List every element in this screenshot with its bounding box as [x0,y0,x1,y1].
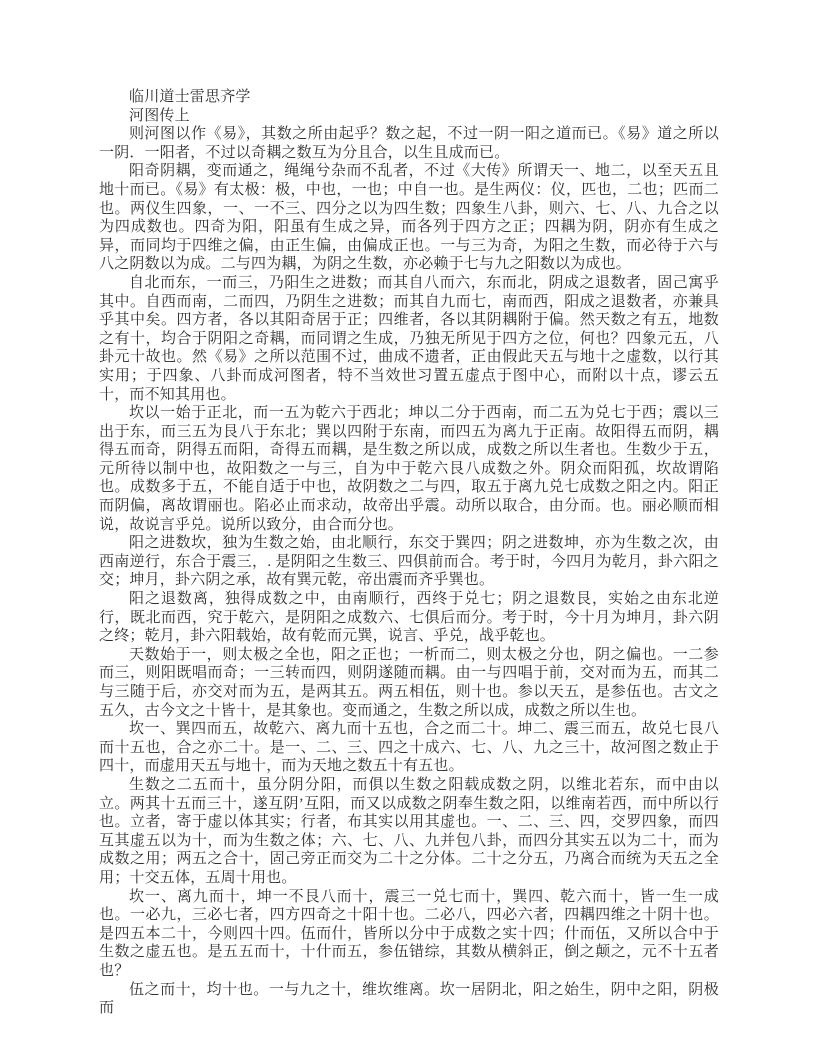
section-title: 河图传上 [129,107,190,124]
author-line: 临川道士雷思齐学 [129,89,251,105]
paragraph: 坎一、离九而十，坤一不艮八而十，震三一兑七而十，巽四、乾六而十，皆一生一成也。一必九，三必七者，四方四奇之十阳十也。二必八，四必六者，四耦四维之十阴十也。是四五本二十，今则四十四。伍而什，皆所以分中于成数之实十四；什而伍，又所以合中于生数之虚五也。是五五而十，十什而五，参伍错综，其数从横斜正，倒之颠之，元不十五者也？ [99,888,719,979]
paragraph: 阳之退数离，独得成数之中，由南顺行，西终于兑七；阴之退数艮，实始之由东北逆行，既北而西，究于乾六，是阴阳之成数六、七俱后而分。考于时，今十月为坤月，卦六阴之终；乾月，卦六阳载始，故有乾而元巽，说言、乎兑，战乎乾也。 [99,591,719,645]
paragraph: 自北而东，一而三，乃阳生之进数；而其自八而六，东而北，阴成之退数者，固己寓乎其中。自西而南，二而四，乃阴生之进数；而其自九而七，南而西，阳成之退数者，亦兼具乎其中矣。四方者，各以其阳奇居于正；四维者，各以其阴耦附于偏。然天数之有五，地数之有十，均合于阴阳之奇耦，而同谓之生成，乃独无所见于四方之位，何也？四象元五，八卦元十故也。然《易》之所以范围不过，曲成不遗者，正由假此天五与地十之虚数，以行其实用；于四象、八卦而成河图者，特不当效世习置五虚点于图中心，而附以十点，谬云五十，而不知其用也。 [99,274,719,403]
paragraph: 阳之进数坎，独为生数之始，由北顺行，东交于巽四；阴之进数坤，亦为生数之次，由西南逆行，东合于震三，. 是阴阳之生数三、四俱前而合。考于时，今四月为乾月，卦六阳之交；坤月，卦六阴之承，故有巽元乾，帝出震而齐乎巽也。 [99,535,719,589]
paragraph: 坎以一始于正北，而一五为乾六于西北；坤以二分于西南，而二五为兑七于西；震以三出于东，而三五为艮八于东北；巽以四附于东南，而四五为离九于正南。故阳得五而阴，耦得五而奇，阴得五而阳，奇得五而耦，是生数之所以成，成数之所以生者也。生数少于五，元所待以制中也，故阳数之一与三，自为中于乾六艮八成数之外。阴众而阳孤，坎故谓陷也。成数多于五，不能自适于中也，故阴数之二与四，取五于离九兑七成数之阳之内。阳正而阴偏，离故谓丽也。陷必止而求动，故帝出乎震。动所以取合，由分而。也。丽必顺而相说，故说言乎兑。说所以致分，由合而分也。 [99,405,719,533]
paragraph: 阳奇阴耦，变而通之，绳绳兮杂而不乱者，不过《大传》所谓天一、地二，以至天五且地十而已。《易》有太极：极，中也，一也；中自一也。是生两仪：仪，匹也，二也；匹而二也。两仪生四象，一、一不三、四分之以为四生数；四象生八卦，则六、七、八、九合之以为四成数也。四奇为阳，阳虽有生成之异，而各列于四方之正；四耦为阴，阴亦有生成之异，而同均于四维之偏，由正生偏，由偏成正也。一与三为奇，为阳之生数，而必待于六与八之阴数以为成。二与四为耦，为阴之生数，亦必赖于七与九之阳数以为成也。 [99,163,719,273]
paragraph: 则河图以作《易》，其数之所由起乎？数之起，不过一阴一阳之道而已。《易》道之所以一阴．一阳者，不过以奇耦之数互为分且合，以生且成而已。 [99,126,719,161]
paragraph: 天数始于一，则太极之全也，阳之正也；一析而二，则太极之分也，阴之偏也。一二参而三，则阳既唱而奇；一三转而四，则阴遂随而耦。由一与四唱于前，交对而为五，而其二与三随于后，亦交对而为五，是两其五。两五相伍，则十也。参以天五，是参伍也。古文之五久，古今文之十皆十，是其象也。变而通之，生数之所以成，成数之所以生也。 [99,646,719,719]
paragraph: 坎一、巽四而五，故乾六、离九而十五也，合之而二十。坤二、震三而五，故兑七艮八而十五也，合之亦二十。是一、二、三、四之十成六、七、八、九之三十，故河图之数止于四十，而虚用天五与地十，而为天地之数五十有五也。 [99,721,719,775]
document-page [99,88,719,1018]
paragraph: 伍之而十，均十也。一与九之十，维坎维离。坎一居阴北，阳之始生，阴中之阳，阴极而 [99,981,719,1017]
paragraph: 生数之二五而十，虽分阴分阳，而俱以生数之阳载成数之阴，以维北若东，而中由以立。两其十五而三十，遂互阴’互阳，而又以成数之阴奉生数之阳，以维南若西，而中所以行也。立者，寄于虚以体其实；行者，布其实以用其虚也。一、二、三、四，交罗四象，而四互其虚五以为十，而为生数之体；六、七、八、九并包八卦，而四分其实五以为二十，而为成数之用；两五之合十，固己旁正而交为二十之分体。二十之分五，乃离合而统为天五之全用；十交五体，五周十用也。 [99,776,719,886]
